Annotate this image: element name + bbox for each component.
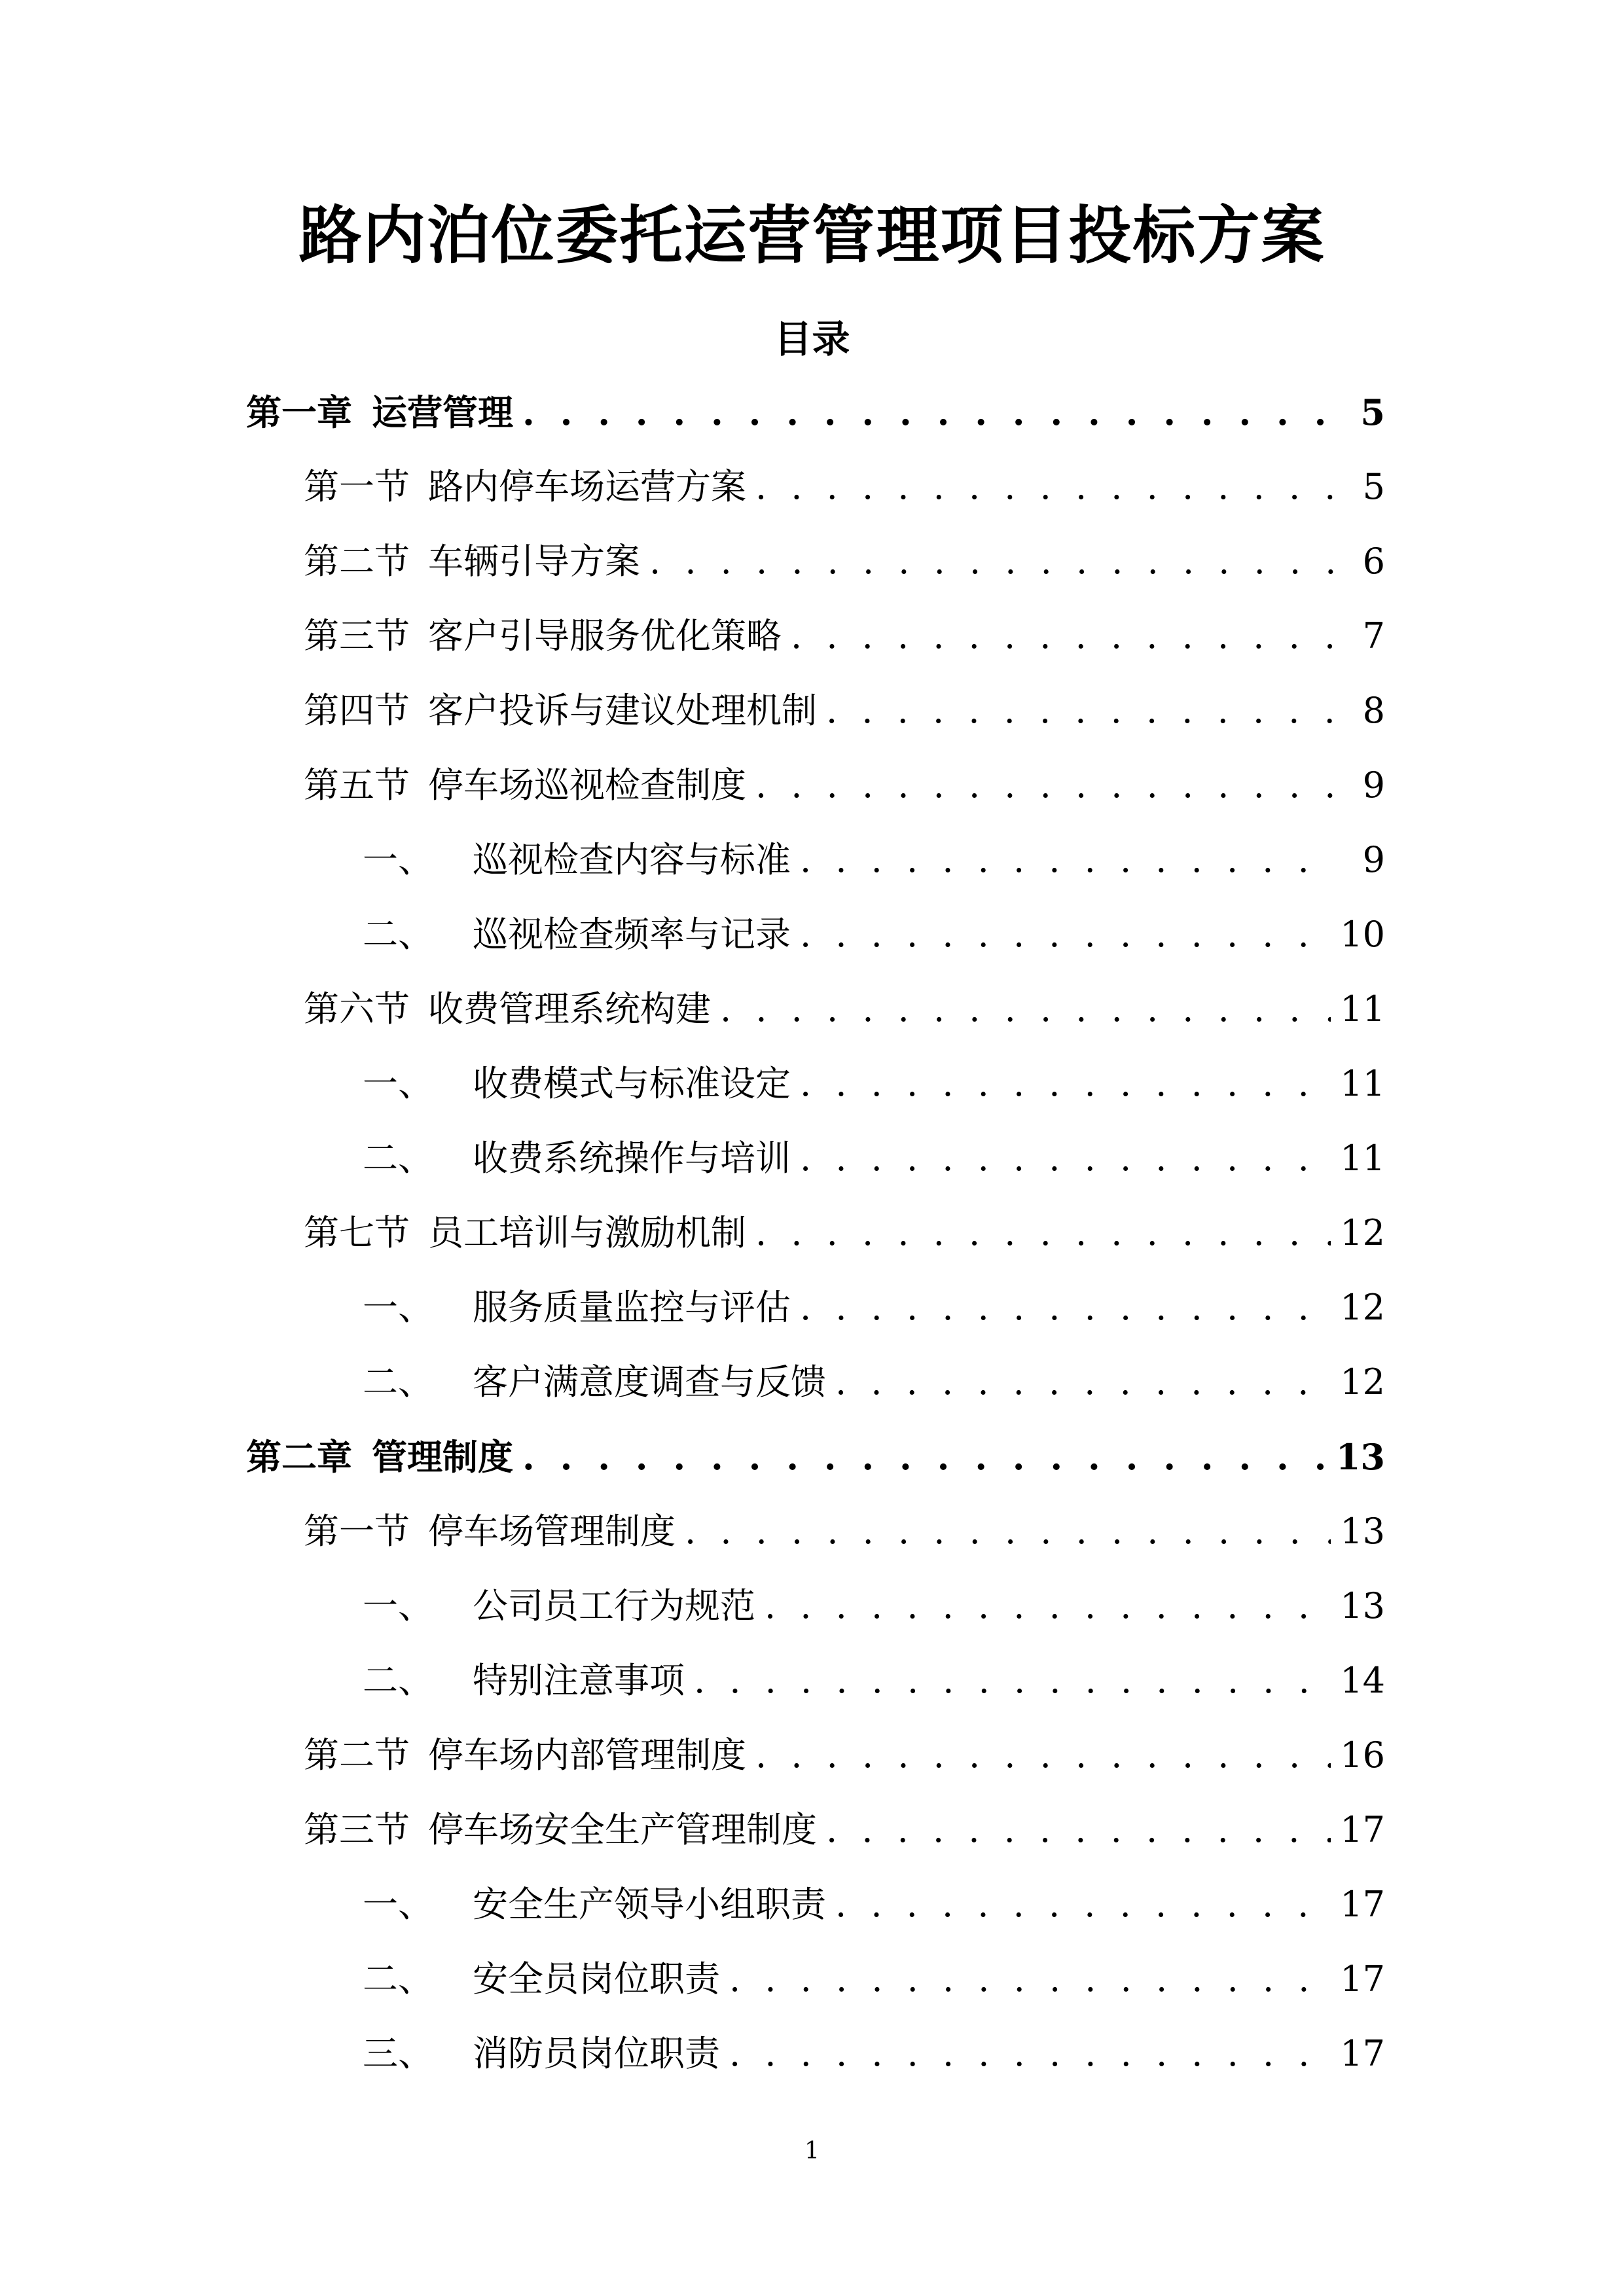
- toc-dot-leader: [800, 1282, 1331, 1334]
- toc-dot-leader: [720, 983, 1331, 1035]
- toc-entry-number: 第二章: [246, 1436, 352, 1478]
- toc-entry-title: 安全生产领导小组职责: [473, 1884, 826, 1925]
- toc-entry-number: 第一节: [304, 466, 410, 507]
- toc-entry-title: 停车场安全生产管理制度: [428, 1809, 817, 1850]
- toc-entry-title: 收费模式与标准设定: [473, 1063, 791, 1104]
- toc-entry-number: 第二节: [304, 1734, 410, 1776]
- toc-entry-page: 17: [1340, 1958, 1385, 2000]
- table-of-contents: [246, 386, 1385, 2102]
- toc-entry-number: 第七节: [304, 1212, 410, 1253]
- toc-entry-sub[interactable]: [246, 1282, 1385, 1356]
- toc-entry-title: 客户满意度调查与反馈: [473, 1361, 826, 1403]
- toc-entry-number: 一、: [363, 1063, 433, 1104]
- toc-dot-leader: [800, 1058, 1331, 1110]
- toc-entry-section[interactable]: [246, 759, 1385, 834]
- toc-entry-number: 一、: [363, 1287, 433, 1328]
- toc-entry-page: 17: [1340, 1884, 1385, 1925]
- toc-entry-chapter[interactable]: [246, 1431, 1385, 1505]
- toc-entry-page: 5: [1362, 466, 1385, 507]
- toc-entry-sub[interactable]: [246, 1878, 1385, 1953]
- toc-entry-page: 9: [1362, 764, 1385, 806]
- toc-entry-title: 客户引导服务优化策略: [428, 615, 782, 656]
- toc-entry-number: 第三节: [304, 615, 410, 656]
- toc-dot-leader: [835, 1878, 1331, 1931]
- toc-dot-leader: [729, 2028, 1331, 2080]
- toc-dot-leader: [826, 685, 1337, 737]
- toc-entry-number: 三、: [363, 2033, 433, 2074]
- toc-dot-leader: [685, 1505, 1331, 1558]
- toc-entry-section[interactable]: [246, 1505, 1385, 1580]
- toc-entry-number: 第六节: [304, 988, 410, 1030]
- toc-entry-title: 服务质量监控与评估: [473, 1287, 791, 1328]
- toc-entry-page: 12: [1340, 1361, 1385, 1403]
- toc-dot-leader: [649, 535, 1337, 588]
- toc-entry-title: 特别注意事项: [473, 1660, 685, 1701]
- toc-entry-number: 第三节: [304, 1809, 410, 1850]
- toc-entry-sub[interactable]: [246, 1655, 1385, 1729]
- toc-entry-title: 消防员岗位职责: [473, 2033, 720, 2074]
- toc-entry-title: 员工培训与激励机制: [428, 1212, 746, 1253]
- toc-dot-leader: [522, 1431, 1327, 1483]
- toc-entry-page: 8: [1362, 690, 1385, 731]
- toc-entry-section[interactable]: [246, 610, 1385, 685]
- toc-entry-page: 12: [1340, 1212, 1385, 1253]
- toc-dot-leader: [800, 1132, 1331, 1185]
- toc-entry-title: 停车场巡视检查制度: [428, 764, 746, 806]
- toc-entry-number: 二、: [363, 1138, 433, 1179]
- toc-entry-sub[interactable]: [246, 1132, 1385, 1207]
- toc-entry-page: 6: [1362, 541, 1385, 582]
- toc-entry-title: 停车场管理制度: [428, 1511, 676, 1552]
- toc-dot-leader: [755, 759, 1337, 812]
- toc-entry-section[interactable]: [246, 1207, 1385, 1282]
- toc-entry-title: 管理制度: [372, 1436, 513, 1478]
- toc-entry-number: 一、: [363, 1585, 433, 1626]
- toc-entry-sub[interactable]: [246, 1356, 1385, 1431]
- toc-entry-title: 车辆引导方案: [428, 541, 640, 582]
- document-title: 路内泊位委托运营管理项目投标方案: [298, 198, 1326, 272]
- toc-entry-section[interactable]: [246, 1804, 1385, 1878]
- toc-entry-page: 14: [1340, 1660, 1385, 1701]
- toc-entry-number: 二、: [363, 1361, 433, 1403]
- toc-entry-page: 10: [1340, 914, 1385, 955]
- toc-entry-section[interactable]: [246, 535, 1385, 610]
- toc-entry-section[interactable]: [246, 1729, 1385, 1804]
- toc-entry-page: 9: [1362, 839, 1385, 880]
- toc-entry-number: 二、: [363, 914, 433, 955]
- toc-entry-page: 12: [1340, 1287, 1385, 1328]
- toc-entry-title: 安全员岗位职责: [473, 1958, 720, 2000]
- toc-entry-section[interactable]: [246, 983, 1385, 1058]
- toc-entry-section[interactable]: [246, 685, 1385, 759]
- toc-heading: 目录: [774, 317, 850, 361]
- toc-dot-leader: [800, 834, 1337, 886]
- toc-entry-number: 第四节: [304, 690, 410, 731]
- toc-entry-title: 收费系统操作与培训: [473, 1138, 791, 1179]
- toc-entry-title: 客户投诉与建议处理机制: [428, 690, 817, 731]
- toc-entry-page: 5: [1360, 391, 1385, 433]
- toc-entry-page: 16: [1340, 1734, 1385, 1776]
- toc-entry-page: 13: [1340, 1511, 1385, 1552]
- toc-entry-number: 一、: [363, 839, 433, 880]
- toc-entry-page: 11: [1340, 988, 1385, 1030]
- toc-entry-page: 11: [1340, 1063, 1385, 1104]
- toc-entry-title: 巡视检查内容与标准: [473, 839, 791, 880]
- toc-entry-number: 二、: [363, 1958, 433, 2000]
- toc-dot-leader: [729, 1953, 1331, 2005]
- toc-dot-leader: [835, 1356, 1331, 1408]
- toc-entry-sub[interactable]: [246, 2028, 1385, 2102]
- toc-entry-title: 收费管理系统构建: [428, 988, 711, 1030]
- toc-entry-title: 路内停车场运营方案: [428, 466, 746, 507]
- toc-entry-chapter[interactable]: [246, 386, 1385, 461]
- toc-dot-leader: [755, 461, 1337, 513]
- toc-entry-sub[interactable]: [246, 908, 1385, 983]
- toc-entry-page: 7: [1362, 615, 1385, 656]
- toc-dot-leader: [694, 1655, 1331, 1707]
- toc-entry-number: 第一节: [304, 1511, 410, 1552]
- toc-entry-title: 运营管理: [372, 391, 513, 433]
- page-number: 1: [804, 2138, 820, 2164]
- toc-entry-number: 二、: [363, 1660, 433, 1701]
- toc-entry-number: 第一章: [246, 391, 352, 433]
- toc-dot-leader: [791, 610, 1337, 662]
- toc-entry-sub[interactable]: [246, 1953, 1385, 2028]
- toc-dot-leader: [765, 1580, 1331, 1632]
- toc-entry-title: 停车场内部管理制度: [428, 1734, 746, 1776]
- toc-dot-leader: [800, 908, 1331, 961]
- toc-entry-sub[interactable]: [246, 834, 1385, 908]
- toc-dot-leader: [522, 386, 1337, 439]
- toc-entry-section[interactable]: [246, 461, 1385, 535]
- toc-entry-number: 第二节: [304, 541, 410, 582]
- toc-entry-page: 11: [1340, 1138, 1385, 1179]
- toc-dot-leader: [826, 1804, 1331, 1856]
- toc-entry-sub[interactable]: [246, 1058, 1385, 1132]
- toc-entry-sub[interactable]: [246, 1580, 1385, 1655]
- toc-entry-number: 第五节: [304, 764, 410, 806]
- toc-entry-title: 公司员工行为规范: [473, 1585, 755, 1626]
- toc-dot-leader: [755, 1207, 1331, 1259]
- toc-entry-title: 巡视检查频率与记录: [473, 914, 791, 955]
- toc-entry-page: 17: [1340, 2033, 1385, 2074]
- toc-entry-number: 一、: [363, 1884, 433, 1925]
- toc-entry-page: 17: [1340, 1809, 1385, 1850]
- toc-dot-leader: [755, 1729, 1331, 1782]
- toc-entry-page: 13: [1335, 1436, 1385, 1478]
- toc-entry-page: 13: [1340, 1585, 1385, 1626]
